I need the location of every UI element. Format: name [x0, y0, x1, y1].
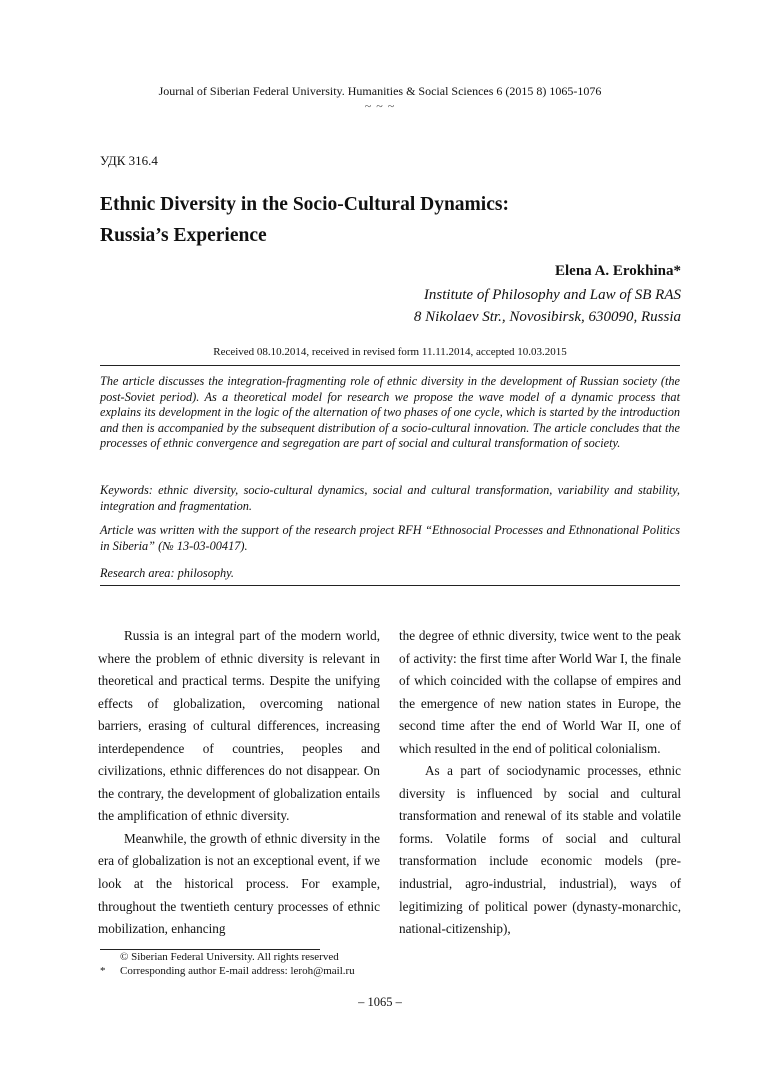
body-column-left: [98, 625, 380, 941]
udk-code: УДК 316.4: [100, 153, 158, 168]
support-text: Article was written with the support of the research project RFH “Ethnosocial Processes and Ethnonational Politics in Siberia” (№ 13-03-00417).: [100, 523, 680, 553]
keywords-text: Keywords: ethnic diversity, socio-cultural dynamics, social and cultural transformation, variability and stability, integration and fragmentation.: [100, 483, 680, 513]
received-dates: Received 08.10.2014, received in revised form 11.11.2014, accepted 10.03.2015: [213, 346, 567, 358]
footnote-corresponding: [100, 965, 355, 978]
footnote-copyright: [100, 951, 339, 964]
title-line-1: Ethnic Diversity in the Socio-Cultural Dynamics:: [100, 194, 509, 215]
footnote-star: *: [100, 965, 106, 977]
article-title: [100, 189, 660, 251]
header-separator: ~ ~ ~: [364, 99, 396, 113]
abstract-text: [100, 374, 680, 452]
abstract-paragraph: The article discusses the integration-fragmenting role of ethnic diversity in the development of Russian society (the post-Soviet period). As a theoretical model for research we propose the wave model of a dynamic process that explains its development in the logic of the alternation of two phases of one cycle, which is started by the introduction and then is accompanied by the subsequent distribution of a socio-cultural innovation. The article concludes that the processes of ethnic convergence and segregation are part of social and cultural transformation of society.: [100, 374, 680, 451]
footnote-rule: [100, 949, 320, 950]
copyright-text: © Siberian Federal University. All rights reserved: [120, 951, 339, 963]
body-paragraph: Russia is an integral part of the modern world, where the problem of ethnic diversity is relevant in theoretical and practical terms. Despite the unifying effects of globalization, overcoming national barriers, erasing of cultural differences, increasing interdependence of countries, peoples and civilizations, ethnic differences do not disappear. On the contrary, the development of globalization entails the amplification of ethnic diversity.: [98, 628, 380, 824]
body-column-right: [399, 625, 681, 941]
title-line-2: Russia’s Experience: [100, 225, 267, 246]
body-paragraph: As a part of sociodynamic processes, ethnic diversity is influenced by social and cultural transformation and renewal of its stable and volatile forms. Volatile forms of social and cultural transformation include economic models (pre-industrial, agro-industrial, industrial), ways of legitimizing of political power (dynasty-monarchic, national-citizenship),: [399, 763, 681, 937]
abstract-top-rule: [100, 365, 680, 366]
support-note: [100, 523, 680, 554]
corresponding-text: Corresponding author E-mail address: leroh@mail.ru: [120, 965, 355, 977]
research-area-text: Research area: philosophy.: [100, 566, 234, 580]
institute: Institute of Philosophy and Law of SB RAS: [423, 287, 681, 303]
author-name: Elena A. Erokhina*: [554, 263, 681, 279]
abstract-bottom-rule: [100, 585, 680, 586]
body-paragraph: Meanwhile, the growth of ethnic diversity in the era of globalization is not an exceptional event, if we look at the historical process. For example, throughout the twentieth century processes of ethnic mobilization, enhancing: [98, 830, 380, 937]
address: 8 Nikolaev Str., Novosibirsk, 630090, Russia: [413, 308, 681, 325]
research-area: [100, 566, 680, 582]
author-affiliation: [414, 285, 681, 328]
body-paragraph: the degree of ethnic diversity, twice went to the peak of activity: the first time after World War I, the finale of which coincided with the collapse of empires and the emergence of new nation states in Europe, the second time after the end of World War II, one of which resulted in the end of political colonialism.: [399, 628, 681, 756]
keywords: [100, 483, 680, 514]
journal-header: Journal of Siberian Federal University. Humanities & Social Sciences 6 (2015 8) 1065-1076: [158, 84, 602, 98]
page-number: – 1065 –: [358, 995, 402, 1009]
